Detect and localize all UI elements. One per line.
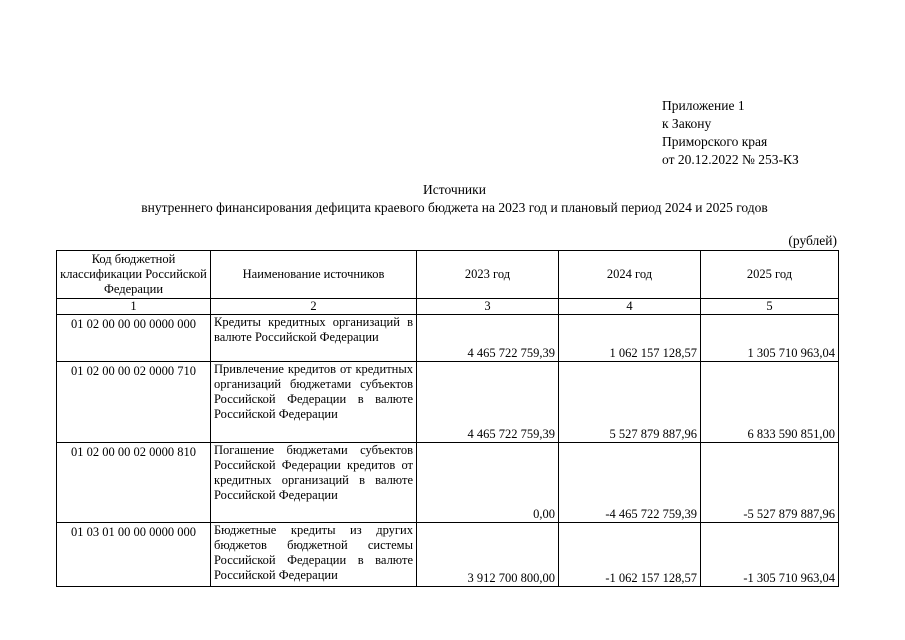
row-code: 01 03 01 00 00 0000 000 bbox=[57, 523, 211, 587]
table-row bbox=[57, 362, 839, 443]
row-value-2023: 4 465 722 759,39 bbox=[417, 315, 559, 362]
table-row bbox=[57, 443, 839, 523]
header-2024: 2024 год bbox=[559, 251, 701, 299]
column-number: 5 bbox=[701, 299, 839, 315]
table-row bbox=[57, 315, 839, 362]
appendix-line-2: к Закону bbox=[662, 116, 712, 131]
document-title: Источники bbox=[423, 182, 486, 197]
row-name: Привлечение кредитов от кредитных организаций бюджетами субъектов Российской Федерации в валюте Российской Федерации bbox=[211, 362, 417, 443]
row-value-2023: 4 465 722 759,39 bbox=[417, 362, 559, 443]
table-row bbox=[57, 523, 839, 587]
row-value-2025: 1 305 710 963,04 bbox=[701, 315, 839, 362]
row-value-2023: 0,00 bbox=[417, 443, 559, 523]
table-header-row bbox=[57, 251, 839, 299]
row-name: Кредиты кредитных организаций в валюте Российской Федерации bbox=[211, 315, 417, 362]
row-value-2024: -4 465 722 759,39 bbox=[559, 443, 701, 523]
appendix-line-4: от 20.12.2022 № 253-КЗ bbox=[662, 152, 799, 167]
header-name: Наименование источников bbox=[211, 251, 417, 299]
header-2023: 2023 год bbox=[417, 251, 559, 299]
appendix-line-3: Приморского края bbox=[662, 134, 768, 149]
row-value-2024: 5 527 879 887,96 bbox=[559, 362, 701, 443]
appendix-block bbox=[662, 97, 799, 169]
column-number: 3 bbox=[417, 299, 559, 315]
header-code: Код бюджетной классификации Российской Федерации bbox=[57, 251, 211, 299]
column-number-row bbox=[57, 299, 839, 315]
row-value-2025: -5 527 879 887,96 bbox=[701, 443, 839, 523]
row-code: 01 02 00 00 02 0000 710 bbox=[57, 362, 211, 443]
row-code: 01 02 00 00 00 0000 000 bbox=[57, 315, 211, 362]
row-name: Бюджетные кредиты из других бюджетов бюджетной системы Российской Федерации в валюте Российской Федерации bbox=[211, 523, 417, 587]
column-number: 4 bbox=[559, 299, 701, 315]
column-number: 1 bbox=[57, 299, 211, 315]
row-value-2024: 1 062 157 128,57 bbox=[559, 315, 701, 362]
header-2025: 2025 год bbox=[701, 251, 839, 299]
row-value-2025: -1 305 710 963,04 bbox=[701, 523, 839, 587]
appendix-line-1: Приложение 1 bbox=[662, 98, 745, 113]
row-value-2025: 6 833 590 851,00 bbox=[701, 362, 839, 443]
row-value-2024: -1 062 157 128,57 bbox=[559, 523, 701, 587]
row-value-2023: 3 912 700 800,00 bbox=[417, 523, 559, 587]
column-number: 2 bbox=[211, 299, 417, 315]
units-label: (рублей) bbox=[788, 233, 837, 248]
row-name: Погашение бюджетами субъектов Российской Федерации кредитов от кредитных организаций в валюте Российской Федерации bbox=[211, 443, 417, 523]
sources-table bbox=[56, 250, 839, 587]
row-code: 01 02 00 00 02 0000 810 bbox=[57, 443, 211, 523]
document-subtitle: внутреннего финансирования дефицита краевого бюджета на 2023 год и плановый период 2024 и 2025 годов bbox=[141, 200, 768, 215]
